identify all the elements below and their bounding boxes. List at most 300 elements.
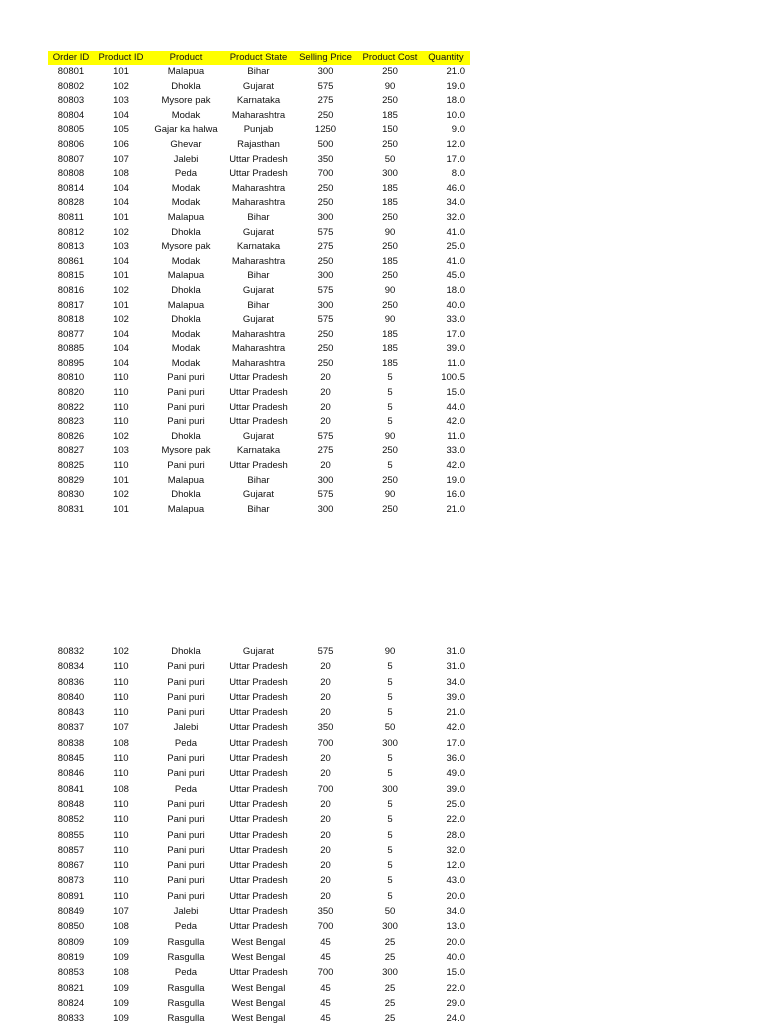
cell-product-state: Maharashtra	[231, 182, 286, 194]
cell-order-id: 80857	[57, 844, 85, 856]
table-row	[48, 690, 470, 705]
cell-quantity: 32.0	[446, 844, 465, 856]
cell-product-cost: 25	[384, 936, 396, 948]
cell-product-cost: 185	[382, 343, 398, 355]
cell-product-cost: 185	[382, 182, 398, 194]
cell-product-id: 102	[113, 646, 129, 657]
cell-product-id: 104	[113, 197, 129, 209]
cell-product-state: Karnataka	[236, 445, 281, 457]
cell-selling-price: 575	[317, 646, 334, 657]
table-row	[48, 919, 470, 934]
cell-product: Pani puri	[167, 416, 205, 428]
cell-quantity: 49.0	[446, 768, 465, 780]
cell-product: Peda	[174, 737, 198, 749]
table-row	[48, 797, 470, 812]
cell-quantity: 17.0	[446, 153, 465, 165]
table-row	[48, 182, 470, 197]
cell-product: Dhokla	[171, 284, 201, 296]
cell-product-state: Uttar Pradesh	[229, 153, 288, 165]
cell-selling-price: 20	[320, 829, 331, 841]
cell-product: Modak	[171, 343, 201, 355]
cell-product-state: Bihar	[247, 270, 270, 282]
cell-product-id: 108	[113, 783, 129, 795]
cell-selling-price: 20	[320, 387, 331, 399]
cell-product-cost: 5	[387, 768, 393, 780]
cell-quantity: 32.0	[446, 211, 465, 223]
cell-product-state: Uttar Pradesh	[229, 844, 288, 856]
cell-quantity: 34.0	[446, 906, 465, 918]
cell-product: Rasgulla	[167, 936, 205, 948]
cell-product-state: Uttar Pradesh	[229, 860, 288, 872]
table-row	[48, 675, 470, 690]
cell-product: Malapua	[167, 299, 205, 311]
cell-order-id: 80811	[58, 211, 84, 223]
cell-product: Jalebi	[173, 722, 199, 734]
cell-product-state: Uttar Pradesh	[229, 798, 288, 810]
cell-selling-price: 300	[317, 66, 334, 77]
cell-product-state: Maharashtra	[231, 109, 286, 121]
cell-selling-price: 20	[320, 768, 331, 780]
cell-product: Modak	[171, 357, 201, 369]
cell-selling-price: 300	[317, 211, 334, 223]
table-row	[48, 109, 470, 124]
cell-product: Pani puri	[167, 798, 205, 810]
table-row	[48, 299, 470, 314]
cell-product-state: Uttar Pradesh	[229, 875, 288, 887]
cell-quantity: 40.0	[446, 299, 465, 311]
cell-order-id: 80822	[57, 401, 85, 413]
cell-quantity: 21.0	[446, 66, 465, 77]
cell-product: Malapua	[167, 270, 205, 282]
cell-order-id: 80877	[57, 328, 85, 340]
cell-product-cost: 5	[387, 661, 393, 673]
cell-selling-price: 250	[317, 255, 334, 267]
cell-product: Modak	[171, 182, 201, 194]
cell-selling-price: 20	[320, 661, 331, 673]
cell-product-cost: 185	[382, 109, 398, 121]
cell-product-id: 101	[113, 474, 129, 486]
cell-selling-price: 250	[317, 197, 334, 209]
cell-order-id: 80853	[57, 967, 85, 979]
header-row	[48, 51, 470, 65]
cell-quantity: 46.0	[446, 182, 465, 194]
cell-product-id: 110	[113, 372, 129, 384]
cell-selling-price: 575	[317, 430, 334, 442]
cell-selling-price: 20	[320, 416, 331, 428]
cell-order-id: 80852	[57, 814, 85, 826]
cell-quantity: 19.0	[446, 80, 465, 92]
cell-product-state: West Bengal	[231, 1013, 286, 1025]
cell-product-id: 110	[113, 890, 129, 902]
cell-product-state: Uttar Pradesh	[229, 691, 288, 703]
cell-quantity: 41.0	[446, 226, 465, 238]
cell-order-id: 80850	[57, 921, 85, 933]
cell-order-id: 80885	[57, 343, 85, 355]
cell-selling-price: 575	[317, 226, 334, 238]
cell-quantity: 45.0	[446, 270, 465, 282]
cell-product-state: Uttar Pradesh	[229, 783, 288, 795]
cell-product-cost: 250	[382, 211, 398, 223]
cell-quantity: 39.0	[446, 343, 465, 355]
orders-table-page-2	[48, 644, 470, 1026]
cell-order-id: 80834	[57, 661, 85, 673]
cell-product-state: Maharashtra	[231, 357, 286, 369]
cell-product-state: Uttar Pradesh	[229, 722, 288, 734]
table-row	[48, 153, 470, 168]
table-row	[48, 766, 470, 781]
cell-selling-price: 20	[320, 676, 331, 688]
cell-selling-price: 20	[320, 372, 331, 384]
cell-selling-price: 575	[317, 80, 334, 92]
cell-product-cost: 5	[387, 401, 393, 413]
cell-product: Malapua	[167, 503, 205, 515]
cell-product-state: Uttar Pradesh	[229, 661, 288, 673]
cell-quantity: 39.0	[446, 783, 465, 795]
cell-product: Rasgulla	[167, 1013, 205, 1025]
table-row	[48, 858, 470, 873]
cell-product: Pani puri	[167, 768, 205, 780]
cell-product-state: Rajasthan	[237, 138, 280, 150]
cell-product-cost: 5	[387, 860, 393, 872]
cell-product-id: 108	[113, 967, 129, 979]
cell-product-cost: 5	[387, 814, 393, 826]
cell-selling-price: 350	[317, 153, 334, 165]
cell-product-id: 103	[113, 95, 129, 107]
cell-quantity: 21.0	[446, 707, 465, 719]
cell-quantity: 33.0	[446, 445, 465, 457]
cell-product-id: 102	[113, 489, 129, 501]
cell-order-id: 80820	[57, 387, 85, 399]
cell-product-cost: 5	[387, 890, 393, 902]
cell-product-id: 109	[113, 951, 129, 963]
table-row	[48, 812, 470, 827]
cell-product-cost: 5	[387, 844, 393, 856]
table-row	[48, 488, 470, 503]
table-row	[48, 705, 470, 720]
cell-product-id: 104	[113, 343, 129, 355]
table-row	[48, 873, 470, 888]
cell-product: Dhokla	[171, 489, 201, 501]
header-product: Product	[169, 52, 203, 63]
table-row	[48, 644, 470, 659]
cell-product-state: Uttar Pradesh	[229, 707, 288, 719]
cell-order-id: 80810	[57, 372, 85, 384]
cell-product-id: 110	[113, 676, 129, 688]
cell-product-id: 110	[113, 691, 129, 703]
header-product-id: Product ID	[98, 52, 144, 63]
cell-selling-price: 300	[317, 503, 334, 515]
table-row	[48, 782, 470, 797]
table-row	[48, 981, 470, 996]
cell-order-id: 80815	[57, 270, 85, 282]
cell-order-id: 80818	[57, 314, 85, 326]
cell-quantity: 31.0	[446, 661, 465, 673]
cell-selling-price: 700	[317, 737, 334, 749]
cell-product-cost: 5	[387, 707, 393, 719]
cell-product-id: 107	[113, 153, 129, 165]
table-row	[48, 889, 470, 904]
cell-product-state: Uttar Pradesh	[229, 168, 288, 180]
cell-product-cost: 185	[382, 255, 398, 267]
cell-product-state: West Bengal	[231, 951, 286, 963]
cell-order-id: 80848	[57, 798, 85, 810]
cell-product: Pani puri	[167, 460, 205, 472]
cell-product-state: Gujarat	[242, 314, 275, 326]
header-product-state: Product State	[229, 52, 288, 63]
cell-product-cost: 5	[387, 460, 393, 472]
cell-product-id: 110	[113, 844, 129, 856]
cell-product: Mysore pak	[161, 445, 211, 457]
cell-quantity: 15.0	[446, 387, 465, 399]
cell-product-cost: 90	[384, 646, 396, 657]
cell-product-id: 101	[113, 503, 129, 515]
cell-selling-price: 500	[317, 138, 334, 150]
cell-quantity: 15.0	[446, 967, 465, 979]
cell-product-id: 108	[113, 921, 129, 933]
cell-selling-price: 275	[317, 445, 334, 457]
cell-product-id: 108	[113, 168, 129, 180]
cell-product-id: 103	[113, 445, 129, 457]
cell-order-id: 80836	[57, 676, 85, 688]
cell-product-id: 104	[113, 109, 129, 121]
cell-product-cost: 50	[384, 153, 396, 165]
cell-product: Ghevar	[170, 138, 202, 150]
cell-order-id: 80843	[57, 707, 85, 719]
cell-quantity: 100.5	[441, 372, 465, 384]
cell-product-id: 110	[113, 401, 129, 413]
cell-product-state: Bihar	[247, 299, 270, 311]
table-row	[48, 965, 470, 980]
cell-quantity: 33.0	[446, 314, 465, 326]
table-row	[48, 371, 470, 386]
cell-quantity: 31.0	[446, 646, 465, 657]
table-row	[48, 328, 470, 343]
cell-product-state: Uttar Pradesh	[229, 676, 288, 688]
cell-product-cost: 5	[387, 798, 393, 810]
cell-selling-price: 700	[317, 921, 334, 933]
cell-product-state: Karnataka	[236, 95, 281, 107]
cell-order-id: 80825	[57, 460, 85, 472]
cell-product-state: Uttar Pradesh	[229, 387, 288, 399]
table-row	[48, 430, 470, 445]
cell-selling-price: 20	[320, 844, 331, 856]
cell-product-cost: 5	[387, 691, 393, 703]
cell-product-id: 101	[113, 299, 129, 311]
cell-product: Jalebi	[173, 906, 199, 918]
cell-product-cost: 25	[384, 951, 396, 963]
cell-product-cost: 300	[382, 921, 398, 933]
cell-product: Dhokla	[171, 646, 201, 657]
table-row	[48, 226, 470, 241]
cell-order-id: 80895	[57, 357, 85, 369]
cell-product: Rasgulla	[167, 982, 205, 994]
cell-product-id: 110	[113, 814, 129, 826]
table-row	[48, 401, 470, 416]
cell-order-id: 80841	[57, 783, 85, 795]
table-row	[48, 211, 470, 226]
cell-product-cost: 300	[382, 783, 398, 795]
table-row	[48, 342, 470, 357]
cell-product-id: 107	[113, 906, 129, 918]
cell-product-cost: 150	[382, 124, 398, 136]
cell-selling-price: 20	[320, 798, 331, 810]
cell-selling-price: 275	[317, 241, 334, 253]
table-row	[48, 843, 470, 858]
cell-product-id: 102	[113, 80, 129, 92]
cell-selling-price: 45	[320, 997, 331, 1009]
cell-product: Pani puri	[167, 661, 205, 673]
table-row	[48, 415, 470, 430]
cell-product-state: Uttar Pradesh	[229, 768, 288, 780]
cell-product: Pani puri	[167, 691, 205, 703]
table-row	[48, 659, 470, 674]
cell-product-id: 110	[113, 416, 129, 428]
table-row	[48, 503, 470, 518]
cell-product-cost: 250	[382, 474, 398, 486]
cell-product-state: Bihar	[247, 503, 270, 515]
cell-product-cost: 50	[384, 722, 396, 734]
cell-product-state: West Bengal	[231, 982, 286, 994]
table-row	[48, 459, 470, 474]
cell-product: Gajar ka halwa	[154, 124, 218, 136]
cell-product-cost: 185	[382, 197, 398, 209]
cell-product-state: Uttar Pradesh	[229, 921, 288, 933]
table-row	[48, 904, 470, 919]
cell-quantity: 44.0	[446, 401, 465, 413]
header-product-cost: Product Cost	[362, 52, 418, 63]
cell-order-id: 80821	[57, 982, 85, 994]
cell-product-id: 104	[113, 255, 129, 267]
cell-quantity: 11.0	[447, 430, 465, 442]
cell-product-state: Bihar	[247, 66, 270, 77]
table-row	[48, 80, 470, 95]
cell-product-id: 109	[113, 936, 129, 948]
cell-selling-price: 300	[317, 299, 334, 311]
cell-order-id: 80845	[57, 753, 85, 765]
cell-order-id: 80832	[57, 646, 85, 657]
table-row	[48, 474, 470, 489]
cell-quantity: 12.0	[446, 138, 465, 150]
cell-product-state: Uttar Pradesh	[229, 829, 288, 841]
cell-product-cost: 250	[382, 503, 398, 515]
table-row	[48, 996, 470, 1011]
table-row	[48, 240, 470, 255]
cell-product-id: 110	[113, 798, 129, 810]
cell-product: Pani puri	[167, 707, 205, 719]
cell-product: Pani puri	[167, 372, 205, 384]
cell-order-id: 80817	[57, 299, 85, 311]
cell-product-id: 106	[113, 138, 129, 150]
cell-selling-price: 575	[317, 284, 334, 296]
cell-product: Pani puri	[167, 829, 205, 841]
cell-product-state: Maharashtra	[231, 328, 286, 340]
cell-selling-price: 20	[320, 814, 331, 826]
cell-order-id: 80826	[57, 430, 85, 442]
cell-product-cost: 250	[382, 138, 398, 150]
cell-selling-price: 300	[317, 270, 334, 282]
cell-selling-price: 575	[317, 489, 334, 501]
cell-product-id: 103	[113, 241, 129, 253]
cell-product-cost: 90	[384, 226, 396, 238]
cell-product-id: 110	[113, 829, 129, 841]
cell-selling-price: 20	[320, 707, 331, 719]
cell-quantity: 19.0	[446, 474, 465, 486]
cell-product: Mysore pak	[161, 95, 211, 107]
cell-selling-price: 20	[320, 401, 331, 413]
cell-product: Peda	[174, 967, 198, 979]
cell-product: Pani puri	[167, 401, 205, 413]
cell-product-id: 110	[113, 460, 129, 472]
cell-product-cost: 25	[384, 982, 396, 994]
cell-quantity: 42.0	[446, 416, 465, 428]
table-row	[48, 313, 470, 328]
cell-product-state: Karnataka	[236, 241, 281, 253]
cell-quantity: 16.0	[446, 489, 465, 501]
cell-order-id: 80830	[57, 489, 85, 501]
cell-selling-price: 20	[320, 875, 331, 887]
cell-quantity: 18.0	[446, 284, 465, 296]
cell-product: Malapua	[167, 66, 205, 77]
cell-quantity: 9.0	[451, 124, 465, 136]
cell-quantity: 24.0	[446, 1013, 465, 1025]
cell-product-state: Gujarat	[242, 430, 275, 442]
cell-product-cost: 90	[384, 489, 396, 501]
cell-order-id: 80805	[57, 124, 85, 136]
cell-product: Pani puri	[167, 875, 205, 887]
cell-product-id: 102	[113, 284, 129, 296]
cell-product-cost: 300	[382, 967, 398, 979]
table-row	[48, 950, 470, 965]
cell-product-id: 110	[113, 753, 129, 765]
cell-product-state: Uttar Pradesh	[229, 460, 288, 472]
cell-product-cost: 185	[382, 357, 398, 369]
cell-selling-price: 250	[317, 328, 334, 340]
cell-quantity: 18.0	[446, 95, 465, 107]
table-row	[48, 357, 470, 372]
cell-selling-price: 350	[317, 722, 334, 734]
cell-quantity: 20.0	[446, 890, 465, 902]
cell-selling-price: 20	[320, 890, 331, 902]
cell-product-cost: 90	[384, 284, 396, 296]
cell-product-state: Uttar Pradesh	[229, 737, 288, 749]
cell-product-state: Uttar Pradesh	[229, 967, 288, 979]
table-row	[48, 196, 470, 211]
cell-product-id: 109	[113, 1013, 129, 1025]
cell-product-cost: 300	[382, 168, 398, 180]
cell-selling-price: 700	[317, 168, 334, 180]
cell-selling-price: 250	[317, 109, 334, 121]
cell-quantity: 28.0	[446, 829, 465, 841]
cell-quantity: 20.0	[446, 936, 465, 948]
cell-product-id: 110	[113, 661, 129, 673]
cell-product-cost: 5	[387, 875, 393, 887]
cell-product-cost: 90	[384, 314, 396, 326]
cell-order-id: 80873	[57, 875, 85, 887]
cell-product: Pani puri	[167, 860, 205, 872]
cell-order-id: 80827	[57, 445, 85, 457]
cell-product: Rasgulla	[167, 951, 205, 963]
cell-product-id: 110	[113, 387, 129, 399]
cell-product-state: Uttar Pradesh	[229, 372, 288, 384]
table-row	[48, 751, 470, 766]
cell-product-id: 102	[113, 430, 129, 442]
cell-order-id: 80803	[57, 95, 85, 107]
cell-order-id: 80838	[57, 737, 85, 749]
cell-selling-price: 300	[317, 474, 334, 486]
cell-quantity: 10.0	[446, 109, 465, 121]
cell-product-id: 102	[113, 226, 129, 238]
cell-quantity: 34.0	[446, 197, 465, 209]
